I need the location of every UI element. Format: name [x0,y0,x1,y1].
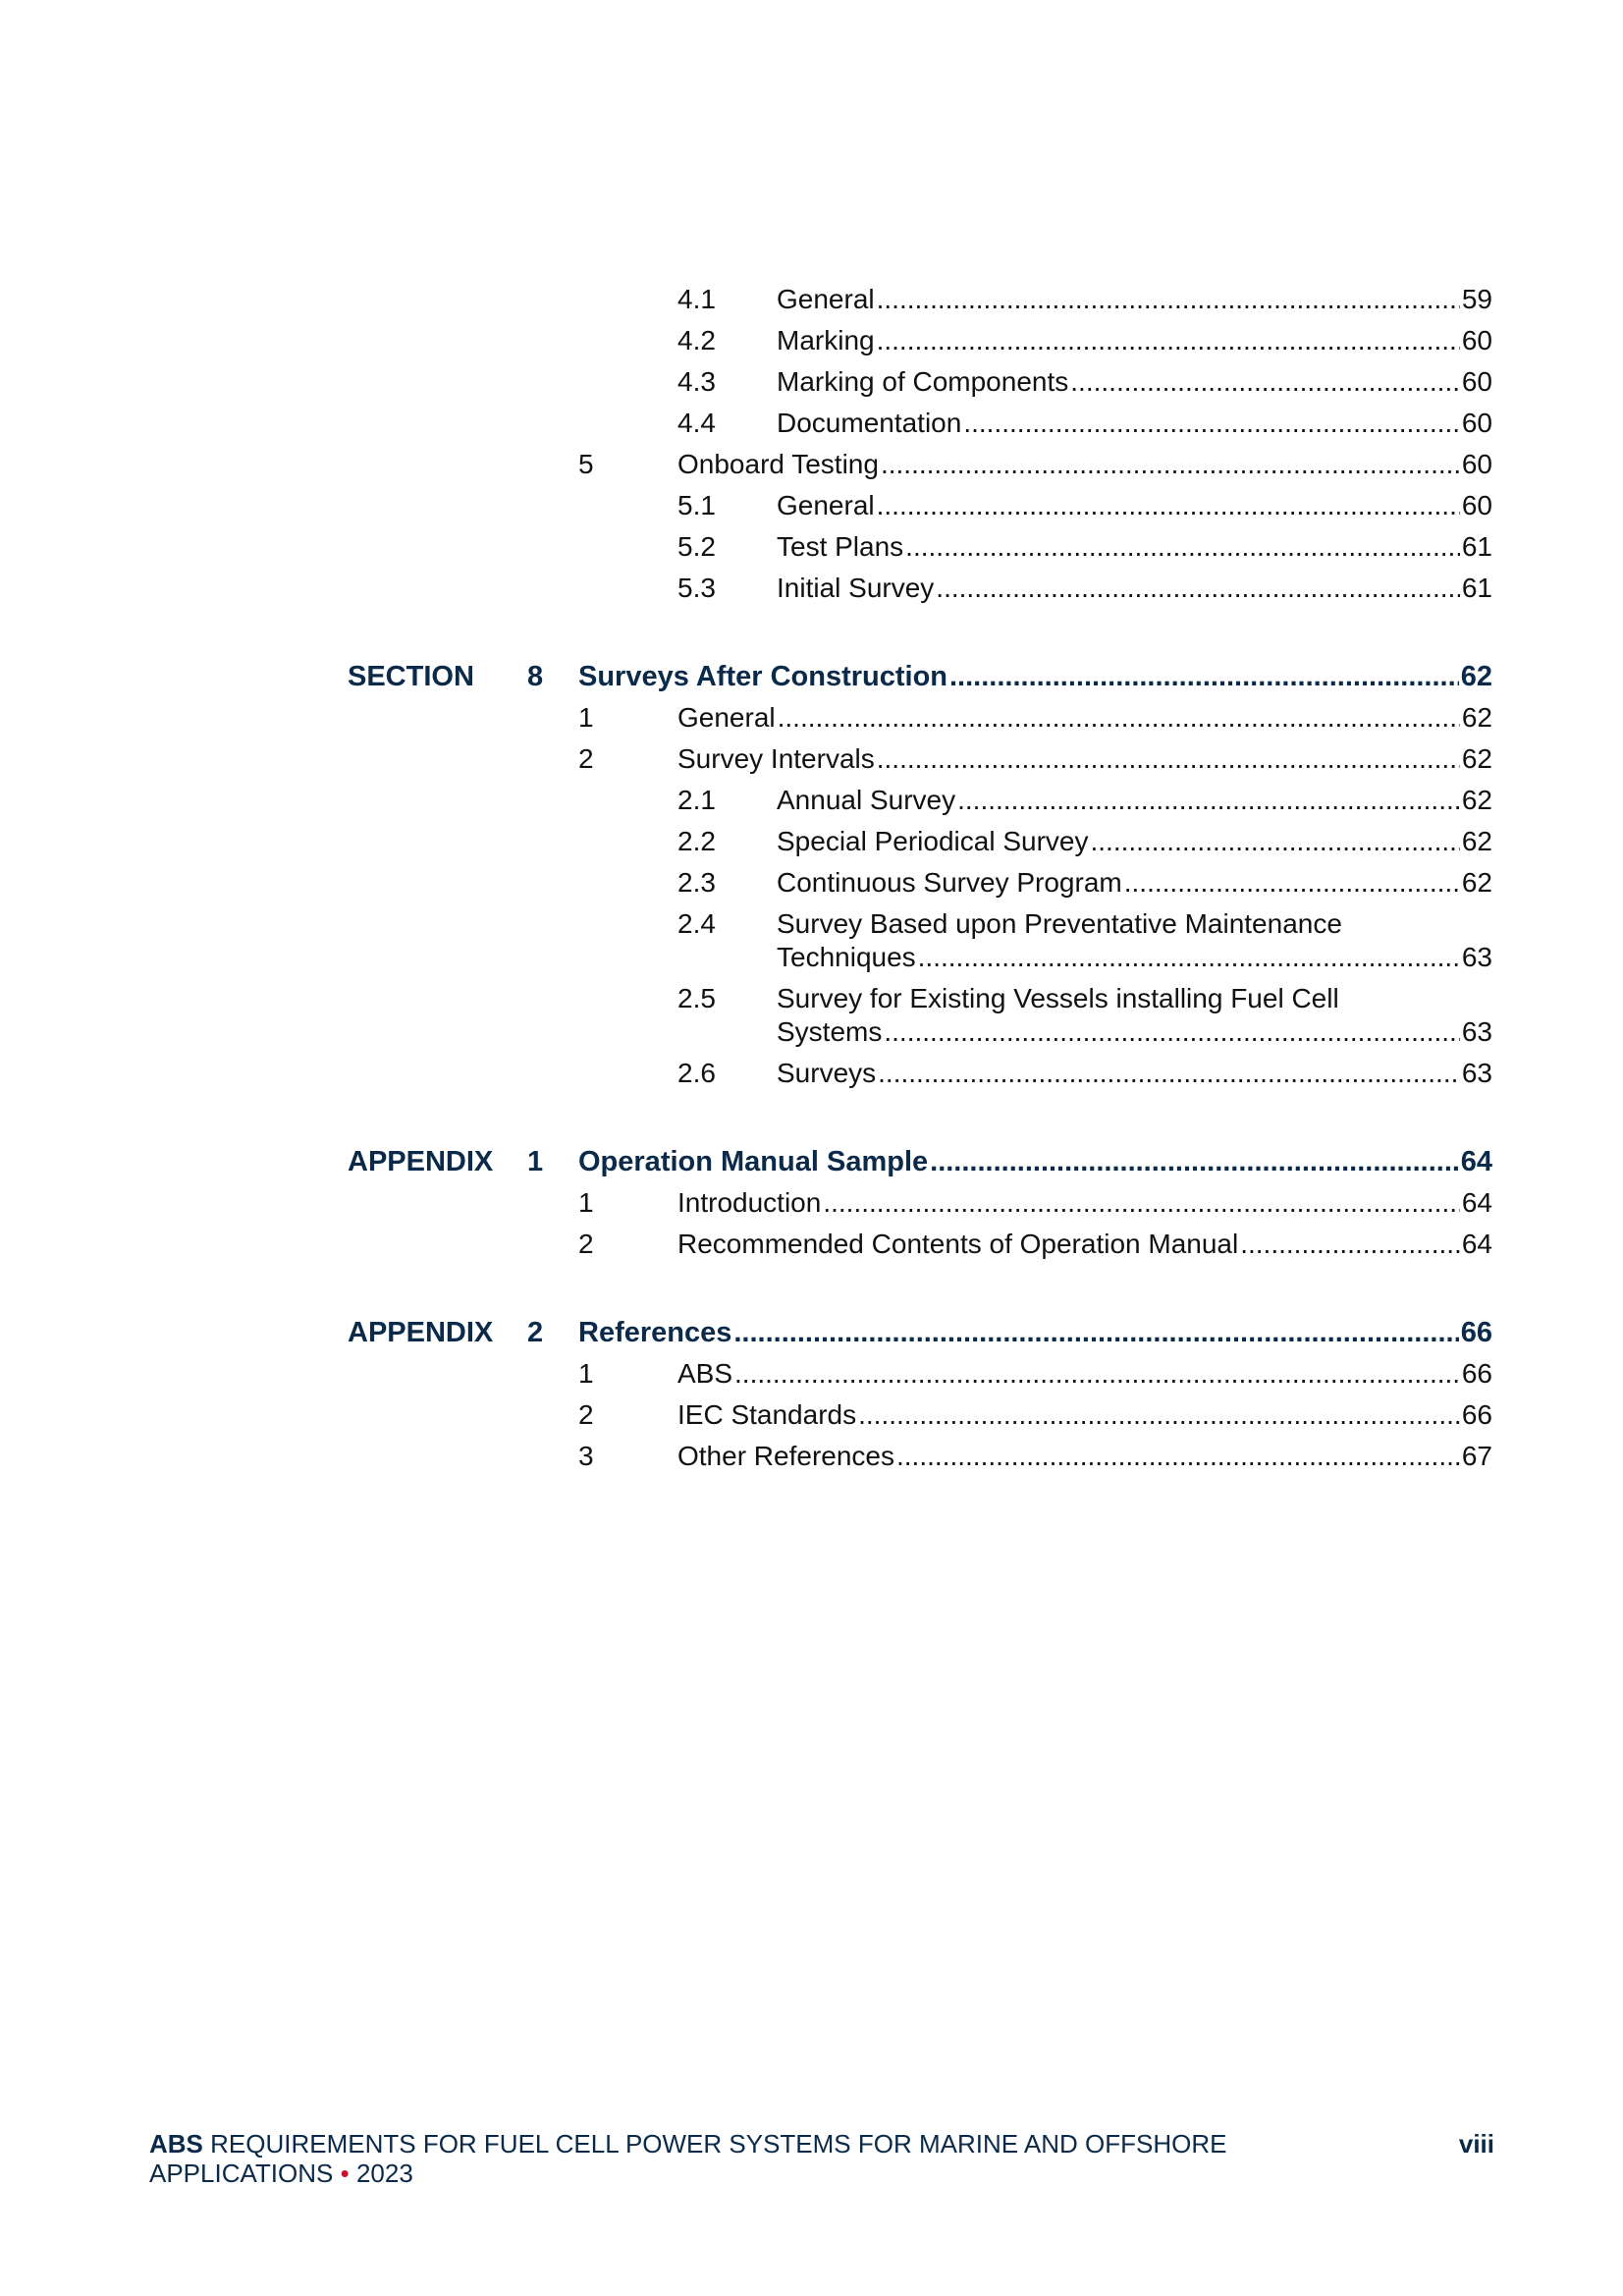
document-year: 2023 [355,2159,413,2188]
entry-title: Annual Survey [777,785,956,815]
entry-title: ABS [677,1358,733,1389]
toc-appendix-heading[interactable] [348,1316,1492,1349]
entry-number: 2 [578,743,594,774]
toc-entry[interactable] [677,324,1492,357]
page-footer [149,2129,1494,2188]
entry-page: 60 [1461,490,1492,520]
entry-title: Marking [777,325,875,355]
entry-number: 2.5 [677,983,716,1013]
toc-section-heading[interactable] [348,660,1492,693]
toc-entry[interactable] [578,1186,1492,1220]
entry-page: 62 [1461,702,1492,733]
toc-entry[interactable] [677,784,1492,817]
toc-entry[interactable] [677,407,1492,440]
dot-leader [734,1357,1460,1391]
dot-leader [877,283,1460,316]
dot-leader [1124,866,1460,900]
appendix-label: APPENDIX [348,1146,494,1177]
section-label: SECTION [348,661,474,692]
entry-number: 2.3 [677,867,716,898]
entry-number: 5.2 [677,531,716,562]
toc-entry[interactable] [578,742,1492,776]
entry-number: 2.6 [677,1058,716,1088]
entry-number: 5.1 [677,490,716,520]
entry-title: Initial Survey [777,573,935,603]
entry-page: 61 [1461,531,1492,562]
entry-title: Continuous Survey Program [777,867,1122,898]
entry-page: 63 [1461,1016,1492,1047]
appendix-title: References [578,1317,732,1348]
entry-title: Special Periodical Survey [777,826,1089,856]
toc-entry[interactable] [677,572,1492,605]
entry-number: 2 [578,1399,594,1430]
appendix-title: Operation Manual Sample [578,1146,929,1177]
entry-number: 2.4 [677,908,716,939]
dot-leader [877,489,1460,522]
document-title-cont: APPLICATIONS [149,2159,334,2188]
entry-number: 2.2 [677,826,716,856]
entry-title: Techniques [777,942,916,972]
entry-number: 1 [578,1358,594,1389]
entry-number: 1 [578,702,594,733]
document-title: REQUIREMENTS FOR FUEL CELL POWER SYSTEMS FOR MARINE AND OFFSHORE [210,2129,1227,2159]
entry-page: 60 [1461,366,1492,397]
dot-leader [936,572,1460,605]
toc-entry[interactable] [677,489,1492,522]
toc-entry[interactable] [578,1228,1492,1261]
entry-number: 4.3 [677,366,716,397]
entry-page: 67 [1461,1441,1492,1471]
toc-entry[interactable] [677,866,1492,900]
entry-page: 64 [1461,1187,1492,1218]
toc-entry[interactable] [677,530,1492,564]
dot-leader [858,1398,1460,1432]
entry-title: Documentation [777,408,962,438]
entry-title: Surveys [777,1058,877,1088]
entry-page: 59 [1461,284,1492,314]
entry-title: Systems [777,1016,883,1047]
entry-number: 2.1 [677,785,716,815]
dot-leader [877,324,1460,357]
entry-title-line1: Survey for Existing Vessels installing Fuel Cell [777,983,1339,1013]
appendix-page: 66 [1460,1317,1492,1348]
entry-page: 62 [1461,785,1492,815]
entry-page: 66 [1461,1399,1492,1430]
entry-title: General [677,702,776,733]
dot-leader [905,530,1460,564]
toc-appendix-heading[interactable] [348,1145,1492,1178]
entry-number: 1 [578,1187,594,1218]
dot-leader [884,1015,1459,1049]
entry-page: 62 [1461,743,1492,774]
entry-title: Recommended Contents of Operation Manual [677,1229,1239,1259]
entry-title: Introduction [677,1187,822,1218]
page-number: viii [1458,2129,1494,2159]
dot-leader [881,448,1460,481]
section-title: Surveys After Construction [578,661,947,692]
entry-title: General [777,284,875,314]
toc-entry[interactable] [578,1357,1492,1391]
toc-entry[interactable] [677,365,1492,399]
section-number: 8 [527,661,544,692]
toc-entry[interactable] [677,941,1492,974]
entry-title: IEC Standards [677,1399,857,1430]
bullet-separator: • [340,2159,350,2188]
entry-title: Test Plans [777,531,904,562]
dot-leader [733,1316,1458,1349]
dot-leader [1070,365,1460,399]
entry-page: 60 [1461,408,1492,438]
toc-entry[interactable] [578,1398,1492,1432]
entry-page: 60 [1461,449,1492,479]
entry-title: Other References [677,1441,894,1471]
appendix-page: 64 [1460,1146,1492,1177]
entry-page: 66 [1461,1358,1492,1389]
toc-entry[interactable] [578,1440,1492,1473]
dot-leader [930,1145,1459,1178]
dot-leader [1091,825,1460,858]
footer-line-2 [149,2159,1494,2188]
dot-leader [896,1440,1460,1473]
dot-leader [957,784,1460,817]
dot-leader [963,407,1460,440]
entry-title-line1: Survey Based upon Preventative Maintenance [777,908,1342,939]
dot-leader [1240,1228,1460,1261]
toc-entry[interactable] [578,701,1492,735]
toc-entry[interactable] [578,448,1492,481]
entry-number: 5 [578,449,594,479]
appendix-number: 1 [527,1146,544,1177]
entry-number: 4.4 [677,408,716,438]
entry-number: 5.3 [677,573,716,603]
entry-page: 64 [1461,1229,1492,1259]
entry-title: General [777,490,875,520]
toc-entry[interactable] [677,825,1492,858]
entry-title: Marking of Components [777,366,1069,397]
entry-number: 4.1 [677,284,716,314]
dot-leader [918,941,1460,974]
entry-page: 61 [1461,573,1492,603]
dot-leader [877,742,1460,776]
brand-name: ABS [149,2129,203,2159]
entry-page: 63 [1461,1058,1492,1088]
entry-number: 4.2 [677,325,716,355]
entry-title: Onboard Testing [677,449,879,479]
entry-page: 60 [1461,325,1492,355]
appendix-label: APPENDIX [348,1317,494,1348]
entry-page: 62 [1461,826,1492,856]
dot-leader [878,1057,1460,1090]
section-page: 62 [1460,661,1492,692]
entry-number: 2 [578,1229,594,1259]
appendix-number: 2 [527,1317,544,1348]
entry-page: 63 [1461,942,1492,972]
toc-entry[interactable] [677,283,1492,316]
dot-leader [949,660,1459,693]
toc-entry[interactable] [677,1057,1492,1090]
entry-page: 62 [1461,867,1492,898]
entry-title: Survey Intervals [677,743,875,774]
dot-leader [778,701,1460,735]
toc-entry[interactable] [677,1015,1492,1049]
footer-line-1 [149,2129,1494,2159]
entry-number: 3 [578,1441,594,1471]
dot-leader [823,1186,1460,1220]
